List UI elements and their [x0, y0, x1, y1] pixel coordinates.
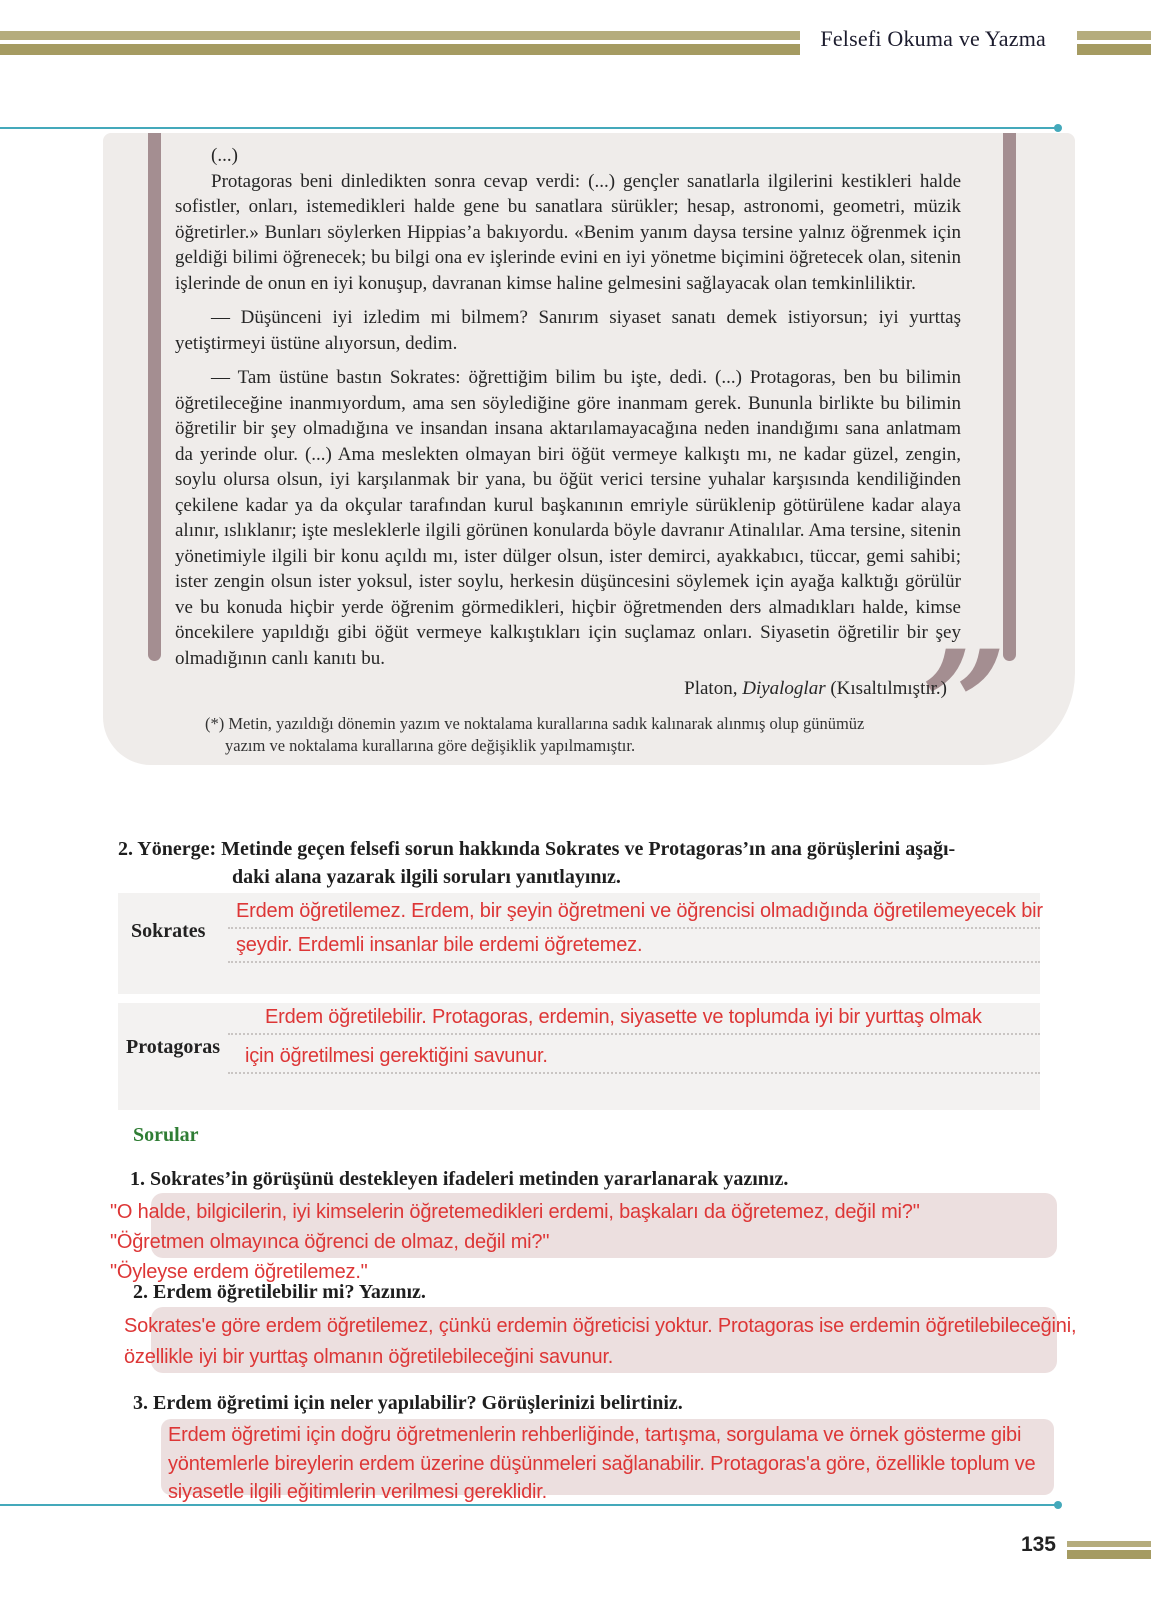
quote-paragraph: — Düşünceni iyi izledim mi bilmem? Sanırım siyaset sanatı demek istiyorsun; iyi yurttaş yetiştirmeyi üstüne alıyorsun, dedim.	[175, 307, 961, 354]
sokrates-answer-line1: Erdem öğretilemez. Erdem, bir şeyin öğretmeni ve öğrencisi olmadığında öğretilemeyecek bir	[236, 900, 1043, 922]
answer-2-line1: Sokrates'e göre erdem öğretilemez, çünkü erdemin öğreticisi yoktur. Protagoras ise erdemin öğretilebileceğini,	[124, 1315, 1077, 1337]
protagoras-answer-box	[118, 1003, 1040, 1110]
footnote-line1: (*) Metin, yazıldığı dönemin yazım ve noktalama kurallarına sadık kalınarak alınmış olup günümüz	[205, 714, 865, 733]
answer-3-line2: yöntemlerle bireylerin erdem üzerine düşünmeleri sağlanabilir. Protagoras'a göre, özellikle toplum ve	[168, 1452, 1036, 1475]
attribution-note: (Kısaltılmıştır.)	[825, 678, 947, 699]
write-line	[228, 1006, 1040, 1035]
question-3: 3. Erdem öğretimi için neler yapılabilir? Görüşlerinizi belirtiniz.	[133, 1392, 683, 1414]
protagoras-answer-line2: için öğretilmesi gerektiğini savunur.	[245, 1045, 548, 1067]
directive-label: 2. Yönerge:	[118, 838, 217, 860]
protagoras-answer-line1: Erdem öğretilebilir. Protagoras, erdemin, siyasette ve toplumda iyi bir yurttaş olmak	[265, 1006, 982, 1028]
attribution-author: Platon,	[684, 678, 743, 699]
directive-line2: daki alana yazarak ilgili soruları yanıtlayınız.	[232, 866, 621, 888]
answer-2	[124, 1311, 1076, 1373]
sokrates-label: Sokrates	[131, 920, 206, 942]
answer-1	[110, 1197, 920, 1287]
page-header-title: Felsefi Okuma ve Yazma	[820, 26, 1046, 51]
answer-1-line2: "Öğretmen olmayınca öğrenci de olmaz, değil mi?"	[110, 1231, 550, 1253]
header-bar-dark-left	[0, 44, 800, 55]
directive	[118, 835, 1151, 891]
protagoras-label: Protagoras	[126, 1036, 221, 1058]
question-2: 2. Erdem öğretilebilir mi? Yazınız.	[133, 1281, 426, 1303]
answer-1-line3: "Öyleyse erdem öğretilemez."	[110, 1261, 368, 1283]
answer-2-line2: özellikle iyi bir yurttaş olmanın öğretilebileceğini savunur.	[124, 1346, 614, 1368]
footnote-line2: yazım ve noktalama kurallarına göre değişiklik yapılmamıştır.	[225, 736, 636, 755]
write-line	[228, 900, 1043, 929]
answer-1-line1: "O halde, bilgicilerin, iyi kimselerin öğretemedikleri erdemi, başkaları da öğretemez, değil mi?"	[110, 1201, 920, 1223]
sokrates-answer-box	[118, 893, 1043, 994]
quote-right-bar	[1003, 133, 1016, 661]
write-line	[228, 934, 1040, 963]
questions-heading: Sorular	[133, 1124, 199, 1146]
footer-bar-dark	[1067, 1550, 1151, 1559]
quote-block	[103, 133, 1075, 794]
quote-paragraph: (...)	[211, 145, 238, 166]
write-line	[228, 1045, 1040, 1074]
directive-line1: Metinde geçen felsefi sorun hakkında Sokrates ve Protagoras’ın ana görüşlerini aşağı-	[221, 838, 956, 860]
page-number: 135	[1020, 1533, 1056, 1556]
answer-3	[168, 1421, 1035, 1507]
closing-quote-icon: ”	[921, 618, 1008, 794]
question-1: 1. Sokrates’in görüşünü destekleyen ifadeleri metinden yararlanarak yazınız.	[130, 1168, 789, 1190]
answer-3-line3: siyasetle ilgili eğitimlerin verilmesi gereklidir.	[168, 1481, 548, 1503]
quote-text	[175, 143, 961, 757]
header-bar-light-right	[1077, 31, 1151, 40]
quote-paragraph: Protagoras beni dinledikten sonra cevap verdi: (...) gençler sanatlarla ilgilerini kestikleri halde sofistler, onları, istemedikleri halde gene bu sanatlara sürükler; hesap, astronomi, geometri, müzik öğretirler.» Bunları söylerken Hippias’a bakıyordu. «Benim yanım daysa tersine yalnız öğrenmek için geldiği bilimi öğrenecek; bu bilgi ona ev işlerinde evini en iyi yönetme biçimini öğretecek olan, sitenin işlerinde de onun en iyi konuşup, davranan kimse haline gelmesini sağlayacak olan temkinliliktir.	[175, 170, 961, 294]
quote-paragraph: — Tam üstüne bastın Sokrates: öğrettiğim bilim bu işte, dedi. (...) Protagoras, ben bu bilimin öğretileceğine inanmıyordum, ama sen söylediğine göre inanmam gerek. Bununla birlikte bu bilimin öğretilir bir şey olmadığına ve insandan insana aktarılamayacağına neden inandığımı sana anlatmam da yerinde olur. (...) Ama meslekten olmayan biri öğüt vermeye kalkıştı mı, ne kadar güzel, zengin, soylu olursa olsun, iyi karşılanmak bir yana, bu öğüt verici tersine yuhalar karşısında kendiliğinden çekilene kadar ya da okçular tarafından kurul başkanının emriyle sürüklenip götürülene kadar alaya alınır, ıslıklanır; işte mesleklerle ilgili görünen konularda böyle davranır Atinalılar. Ama tersine, sitenin yönetimiyle ilgili bir konu açıldı mı, ister dülger olsun, ister demirci, ayakkabıcı, tüccar, gemi sahibi; ister zengin olsun ister yoksul, ister soylu, herkesin düşüncesini söylemek için ayağa kalktığı görülür ve bu konuda hiçbir yerde öğrenim görmedikleri, hiçbir öğretmenden ders almadıkları halde, kimse öncekilere yapıldığı gibi öğüt vermeye kalkıştıkları için suçlamaz onları. Siyasetin öğretilir bir şey olmadığının canlı kanıtı bu.	[175, 367, 961, 669]
attribution-work: Diyaloglar	[742, 678, 826, 699]
footer-bar-light	[1067, 1541, 1151, 1547]
header-bar-light-left	[0, 31, 800, 40]
quote-left-bar	[148, 133, 161, 661]
header-bar-dark-right	[1077, 44, 1151, 55]
answer-3-line1: Erdem öğretimi için doğru öğretmenlerin rehberliğinde, tartışma, sorgulama ve örnek gösterme gibi	[168, 1424, 1022, 1446]
footnote	[175, 713, 961, 757]
sokrates-answer-line2: şeydir. Erdemli insanlar bile erdemi öğretemez.	[236, 934, 643, 956]
attribution	[175, 678, 961, 700]
top-divider-rule	[0, 127, 1058, 129]
